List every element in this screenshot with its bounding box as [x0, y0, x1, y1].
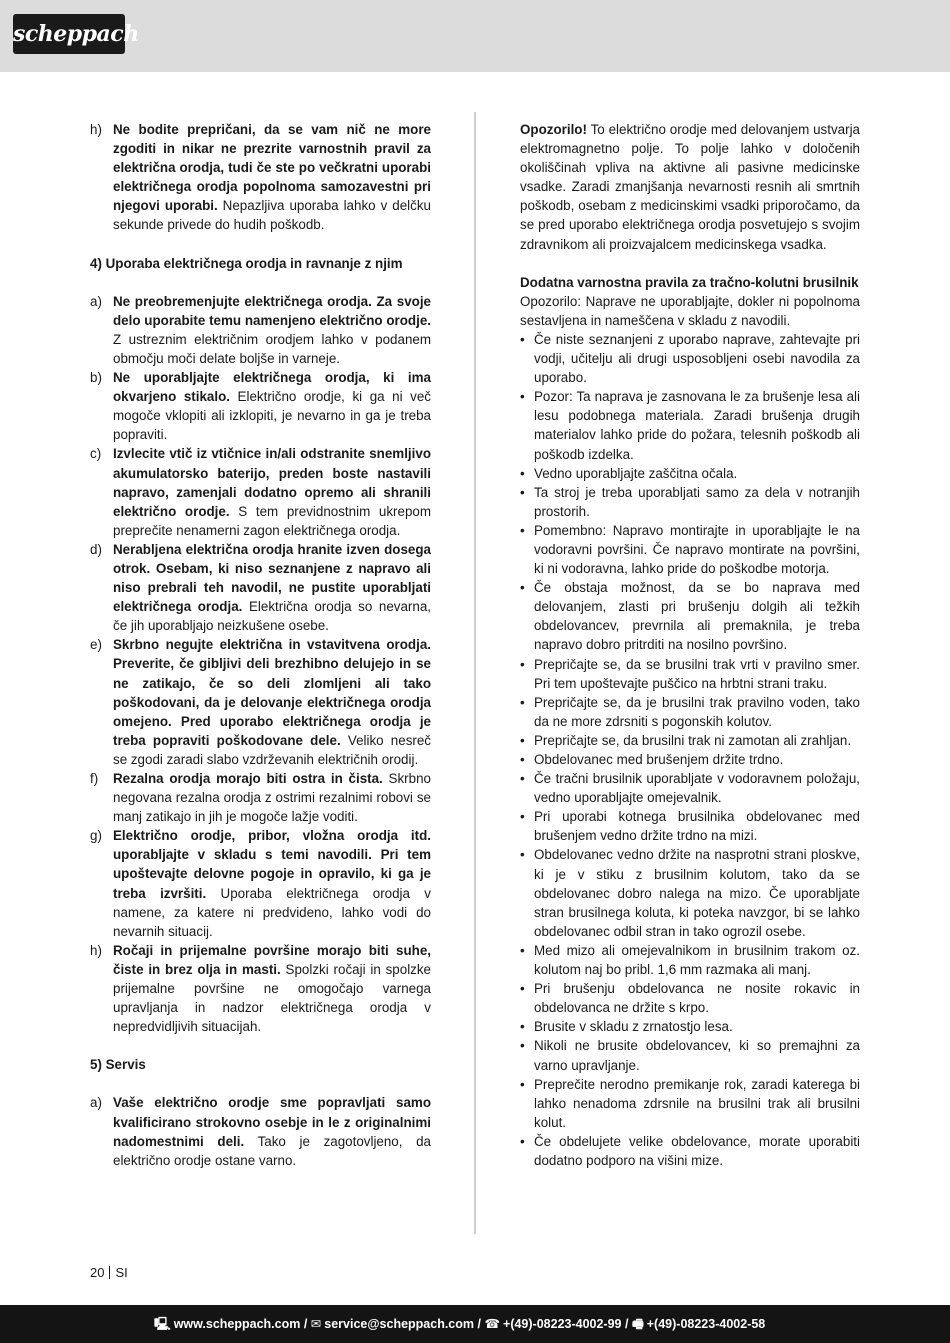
item-marker: a) [90, 1095, 102, 1111]
header-bar [0, 0, 950, 72]
bullet-icon: • [520, 1076, 525, 1092]
bullet-item [520, 750, 860, 769]
bullet-item [520, 731, 860, 750]
page-number [90, 1265, 128, 1280]
additional-rules-intro: Opozorilo: Naprave ne uporabljajte, dokler ni popolnoma sestavljena in nameščena v skladu z navodili. [520, 293, 860, 328]
item-marker: h) [90, 942, 102, 958]
left-column [90, 120, 431, 1170]
bullet-text: Prepričajte se, da se brusilni trak vrti v pravilno smer. Pri tem upoštevajte puščico na hrbtni strani traku. [534, 656, 860, 691]
warning-label: Opozorilo! [520, 122, 587, 137]
bullet-item [520, 521, 860, 578]
bullet-icon: • [520, 809, 525, 825]
item-bold-text: Ne preobremenjujte električnega orodja. Za svoje delo uporabite temu namenjeno električno orodje. [113, 293, 431, 328]
item-marker: h) [90, 122, 102, 137]
item-marker: e) [90, 637, 102, 653]
bullet-icon: • [520, 484, 525, 500]
bullet-icon: • [520, 656, 525, 672]
bullet-text: Obdelovanec vedno držite na nasprotni strani ploskve, ki je v stiku z brusilnim kolutom, tako da se obdelovanec dobro nalega na mizo. Če uporabljate stran brusilnega koluta, ki poteka navzgor, bi se lahko obdelovanec odbil stran in tako ogrozil osebe. [534, 847, 860, 939]
fax-icon: 🖷 [631, 1317, 644, 1331]
item-bold-text: Električno orodje, pribor, vložna orodja itd. uporabljajte v skladu s temi navodili. Pri tem upoštevajte delovne pogoje in opravilo, ki ga je treba izvršiti. [113, 828, 431, 901]
list-item [90, 941, 431, 1036]
bullet-icon: • [520, 1019, 525, 1035]
bullet-item [520, 387, 860, 463]
bullet-icon: • [520, 752, 525, 767]
bullet-text: Pri uporabi kotnega brusilnika obdelovanec med brušenjem vedno držite trdno na mizi. [534, 809, 860, 844]
list-item [90, 1093, 431, 1169]
bullet-text: Preprečite nerodno premikanje rok, zaradi katerega bi lahko nenadoma zdrsnile na brusilni trak ali brusilni kolut. [534, 1076, 860, 1130]
bullet-item [520, 578, 860, 654]
footer-website-link[interactable]: www.scheppach.com [173, 1317, 301, 1331]
footer-phone: +(49)-08223-4002-99 [503, 1317, 622, 1331]
footer-separator: / [474, 1317, 485, 1331]
bullet-icon: • [520, 942, 525, 958]
bullet-item [520, 1017, 860, 1036]
item-marker: c) [90, 446, 102, 462]
item-bold-text: Ne bodite prepričani, da se vam nič ne more zgoditi in nikar ne prezrite varnostnih pravil za električna orodja, tudi če ste po večkratni uporabi električnega orodja popolnoma samozavestni pri njegovi uporabi. [113, 122, 431, 214]
page-number-value: 20 [90, 1265, 105, 1280]
item-marker: d) [90, 541, 102, 557]
bullet-icon: • [520, 981, 525, 997]
bullet-item [520, 330, 860, 387]
item-marker: a) [90, 293, 102, 309]
bullet-icon: • [520, 694, 525, 710]
item-bold-text: Izvlecite vtič iz vtičnice in/ali odstranite snemljivo akumulatorsko baterijo, preden boste nastavili napravo, zamenjali dodatno opremo ali shranili električno orodje. [113, 446, 431, 519]
bullet-item [520, 483, 860, 521]
item-text: Električno orodje, ki ga ni več mogoče vklopiti ali izklopiti, je nevarno in ga je treba popraviti. [113, 389, 431, 443]
item-text: Nepazljiva uporaba lahko v delčku sekunde privede do hudih poškodb. [113, 198, 431, 233]
bullet-text: Če obdelujete velike obdelovance, morate uporabiti dodatno podporo na višini mize. [534, 1133, 860, 1168]
item-marker: g) [90, 828, 102, 844]
page-number-separator [109, 1266, 110, 1279]
item-bold-text: Ročaji in prijemalne površine morajo biti suhe, čiste in brez olja in masti. [113, 942, 431, 977]
bullet-icon: • [520, 1133, 525, 1149]
section-heading-4: 4) Uporaba električnega orodja in ravnanje z njim [90, 255, 403, 271]
computer-icon: 🖳 [154, 1317, 171, 1331]
list-item [90, 120, 431, 235]
phone-icon: ☎ [484, 1317, 501, 1331]
footer-separator: / [300, 1317, 311, 1331]
item-bold-text: Skrbno negujte električna in vstavitvena orodja. Preverite, če gibljivi deli brezhibno delujejo in se ne zatikajo, če so deli zlomljeni ali tako poškodovani, da je delovanje električnega orodja omejeno. Pred uporabo električnega orodja je treba popraviti poškodovane dele. [113, 637, 431, 748]
list-item [90, 292, 431, 368]
bullet-text: Če niste seznanjeni z uporabo naprave, zahtevajte pri vodji, učitelju ali drugi usposobljeni osebi navodila za uporabo. [534, 331, 860, 386]
bullet-item [520, 1036, 860, 1074]
bullet-text: Brusite v skladu z zrnatostjo lesa. [534, 1019, 733, 1035]
mail-icon: ✉ [310, 1317, 322, 1331]
bullet-icon: • [520, 465, 525, 481]
bullet-item [520, 693, 860, 731]
bullet-text: Pozor: Ta naprava je zasnovana le za brušenje lesa ali lesu podobnega materiala. Zaradi brušenja drugih materialov lahko pride do požara, telesnih poškodb ali poškodb izdelka. [534, 389, 860, 462]
footer-contacts [154, 1305, 765, 1343]
bullet-text: Vedno uporabljajte zaščitna očala. [534, 465, 738, 481]
item-text: Z ustreznim električnim orodjem lahko v podanem območju moči delate boljše in varneje. [113, 331, 431, 366]
item-text: Uporaba električnega orodja v namene, za katere ni predvideno, lahko vodi do nevarnih situacij. [113, 885, 432, 939]
footer-fax: +(49)-08223-4002-58 [646, 1317, 766, 1331]
bullet-text: Nikoli ne brusite obdelovancev, ki so premajhni za varno upravljanje. [534, 1038, 860, 1073]
bullet-text: Ta stroj je treba uporabljati samo za dela v notranjih prostorih. [534, 484, 860, 519]
bullet-item [520, 1132, 860, 1170]
bullet-item [520, 941, 860, 979]
list-item [90, 540, 431, 635]
item-bold-text: Nerabljena električna orodja hranite izven dosega otrok. Osebam, ki niso seznanjene z napravo ali niso prebrali teh navodil, ne pustite uporabljati električnega orodja. [113, 541, 431, 615]
footer-email-link[interactable]: service@scheppach.com [324, 1317, 475, 1331]
bullet-item [520, 464, 860, 483]
bullet-icon: • [520, 522, 525, 538]
list-item [90, 826, 431, 941]
emf-warning [520, 120, 860, 254]
item-bold-text: Vaše električno orodje sme popravljati samo kvalificirano strokovno osebje in le z originalnimi nadomestnimi deli. [113, 1095, 431, 1149]
warning-text: To električno orodje med delovanjem ustvarja elektromagnetno polje. To polje lahko v določenih okoliščinah vpliva na aktivne ali pasivne medicinske vsadke. Zaradi zmanjšanja nevarnosti resnih ali smrtnih poškodb, osebam z medicinskimi vsadki priporočamo, da se pred uporabo električnega orodja posvetujejo s svojim zdravnikom ali proizvajalcem medicinskega vsadka. [520, 122, 860, 252]
list-item [90, 444, 431, 539]
item-marker: f) [90, 771, 99, 786]
page-language: SI [115, 1265, 128, 1280]
item-text: S tem previdnostnim ukrepom preprečite nenamerni zagon električnega orodja. [113, 503, 431, 538]
scheppach-logo: scheppach [13, 14, 125, 54]
bullet-item [520, 655, 860, 693]
bullet-icon: • [520, 771, 525, 787]
additional-rules-heading: Dodatna varnostna pravila za tračno-kolutni brusilnik [520, 274, 859, 290]
item-bold-text: Rezalna orodja morajo biti ostra in čista. [113, 771, 383, 786]
list-item [90, 368, 431, 444]
bullet-text: Pomembno: Napravo montirajte in uporabljajte le na vodoravni površini. Če napravo montirate na površini, ki ni vodoravna, lahko pride do poškodbe motorja. [534, 522, 860, 577]
footer-bar [0, 1305, 950, 1343]
item-text: Električna orodja so nevarna, če jih uporabljajo neizkušene osebe. [113, 599, 432, 634]
right-column [520, 120, 860, 1170]
bullet-icon: • [520, 1038, 525, 1054]
bullet-text: Če obstaja možnost, da se bo naprava med delovanjem, zlasti pri brušenju dolgih ali težkih obdelovancev, prevrnila ali premaknila, je treba napravo dobro pritrditi na nosilno površino. [534, 580, 860, 653]
bullet-text: Če tračni brusilnik uporabljate v vodoravnem položaju, vedno uporabljajte omejevalnik. [534, 771, 860, 806]
bullet-text: Prepričajte se, da brusilni trak ni zamotan ali zrahljan. [534, 732, 852, 748]
list-item [90, 635, 431, 769]
item-marker: b) [90, 370, 102, 386]
bullet-icon: • [520, 389, 525, 405]
bullet-text: Prepričajte se, da je brusilni trak pravilno voden, tako da ne more zdrsniti s pogonskih kolutov. [534, 694, 860, 729]
bullet-icon: • [520, 331, 525, 347]
bullet-text: Obdelovanec med brušenjem držite trdno. [534, 752, 784, 767]
bullet-item [520, 979, 860, 1017]
footer-separator: / [621, 1317, 632, 1331]
bullet-text: Med mizo ali omejevalnikom in brusilnim trakom oz. kolutom naj bo pribl. 1,6 mm razmaka ali manj. [534, 942, 860, 978]
item-text: Spolzki ročaji in spolzke prijemalne površine ne omogočajo varnega upravljanja in nadzor električnega orodja v nepredvidljivih situacijah. [113, 961, 432, 1035]
item-text: Tako je zagotovljeno, da električno orodje ostane varno. [113, 1133, 432, 1168]
bullet-item [520, 769, 860, 807]
bullet-item [520, 1075, 860, 1132]
bullet-icon: • [520, 732, 525, 748]
list-item [90, 769, 431, 826]
item-bold-text: Ne uporabljajte električnega orodja, ki ima okvarjeno stikalo. [113, 370, 431, 405]
bullet-icon: • [520, 580, 525, 596]
bullet-item [520, 807, 860, 845]
item-text: Skrbno negovana rezalna orodja z ostrimi rezalnimi robovi se manj zatikajo in jih je mogoče lažje voditi. [113, 771, 431, 825]
section-heading-5: 5) Servis [90, 1057, 146, 1073]
bullet-icon: • [520, 847, 525, 863]
bullet-item [520, 845, 860, 940]
item-text: Veliko nesreč se zgodi zaradi slabo vzdrževanih električnih orodij. [113, 732, 431, 767]
bullet-text: Pri brušenju obdelovanca ne nosite rokavic in obdelovanca ne držite s krpo. [534, 981, 860, 1016]
column-divider [474, 112, 476, 1234]
